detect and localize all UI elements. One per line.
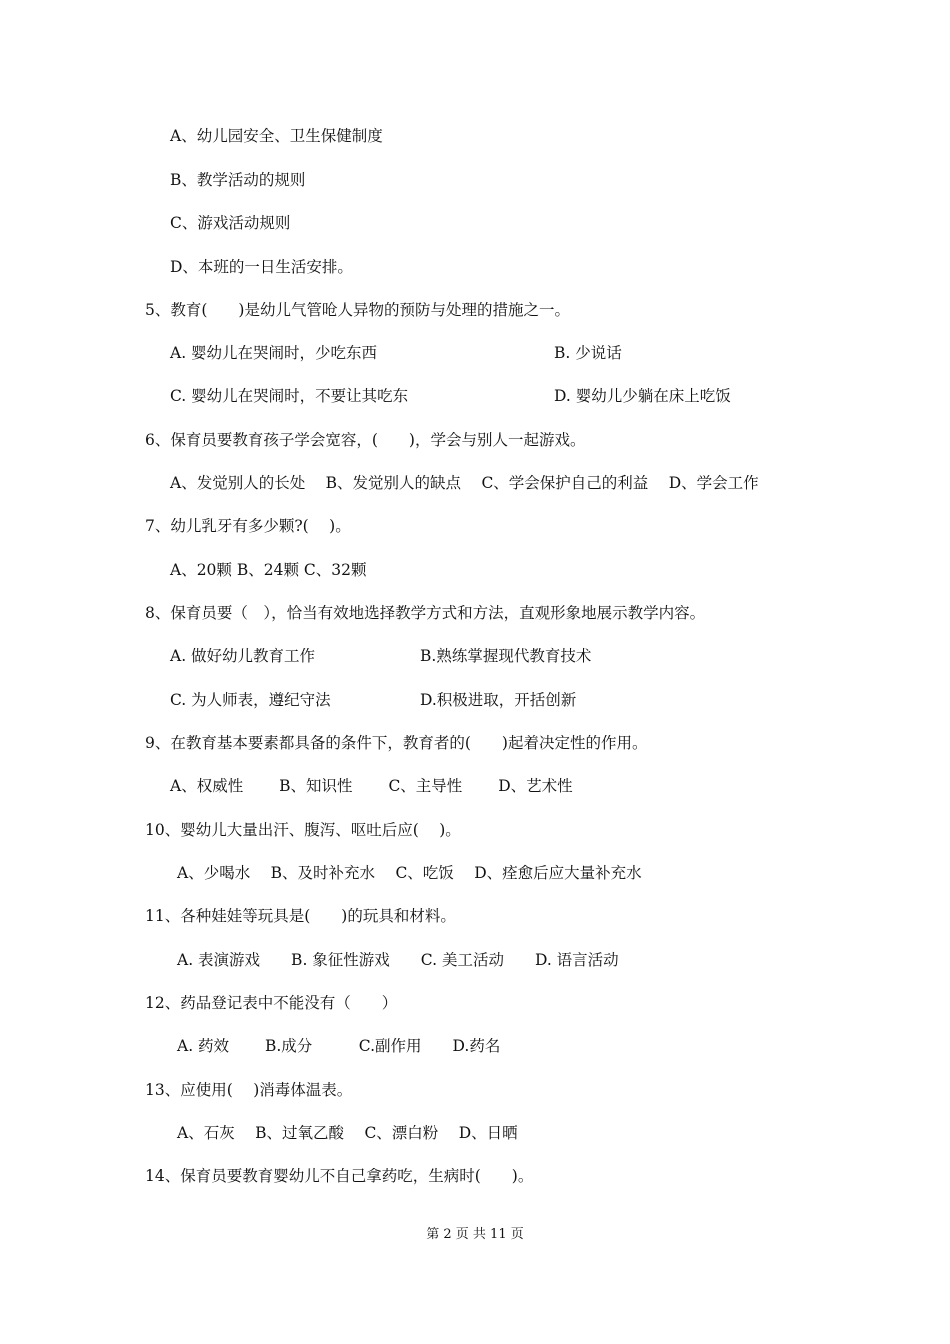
option-8b: B.熟练掌握现代教育技术 [420, 647, 592, 665]
page-footer: 第 2 页 共 11 页 [426, 1227, 524, 1242]
option-5d: D. 婴幼儿少躺在床上吃饭 [554, 387, 731, 405]
question-11: 11、各种娃娃等玩具是( )的玩具和材料。 [145, 907, 456, 925]
option-5b: B. 少说话 [554, 344, 622, 362]
options-10: A、少喝水 B、及时补充水 C、吃饭 D、痊愈后应大量补充水 [177, 864, 642, 882]
question-10: 10、婴幼儿大量出汗、腹泻、呕吐后应( )。 [145, 821, 461, 839]
option-8d: D.积极进取，开括创新 [420, 691, 577, 709]
options-12: A. 药效 B.成分 C.副作用 D.药名 [177, 1037, 501, 1055]
question-12: 12、药品登记表中不能没有（ ） [145, 994, 398, 1012]
option-4d: D、本班的一日生活安排。 [170, 258, 353, 276]
option-4b: B、教学活动的规则 [170, 171, 306, 189]
option-4a: A、幼儿园安全、卫生保健制度 [170, 127, 383, 145]
option-4c: C、游戏活动规则 [170, 214, 291, 232]
option-5c: C. 婴幼儿在哭闹时，不要让其吃东 [170, 387, 409, 405]
question-7: 7、幼儿乳牙有多少颗?( )。 [145, 517, 351, 535]
question-5: 5、教育( )是幼儿气管呛人异物的预防与处理的措施之一。 [145, 301, 570, 319]
option-5a: A. 婴幼儿在哭闹时，少吃东西 [170, 344, 378, 362]
question-6: 6、保育员要教育孩子学会宽容，( )，学会与别人一起游戏。 [145, 431, 586, 449]
options-13: A、石灰 B、过氧乙酸 C、漂白粉 D、日晒 [177, 1124, 518, 1142]
question-13: 13、应使用( )消毒体温表。 [145, 1081, 353, 1099]
options-7: A、20颗 B、24颗 C、32颗 [170, 561, 367, 579]
options-9: A、权威性 B、知识性 C、主导性 D、艺术性 [170, 777, 573, 795]
question-14: 14、保育员要教育婴幼儿不自己拿药吃，生病时( )。 [145, 1167, 534, 1185]
options-6: A、发觉别人的长处 B、发觉别人的缺点 C、学会保护自己的利益 D、学会工作 [170, 474, 759, 492]
question-9: 9、在教育基本要素都具备的条件下，教育者的( )起着决定性的作用。 [145, 734, 648, 752]
question-8: 8、保育员要（ ），恰当有效地选择教学方式和方法，直观形象地展示教学内容。 [145, 604, 706, 622]
options-11: A. 表演游戏 B. 象征性游戏 C. 美工活动 D. 语言活动 [177, 951, 619, 969]
option-8a: A. 做好幼儿教育工作 [170, 647, 316, 665]
option-8c: C. 为人师表，遵纪守法 [170, 691, 331, 709]
